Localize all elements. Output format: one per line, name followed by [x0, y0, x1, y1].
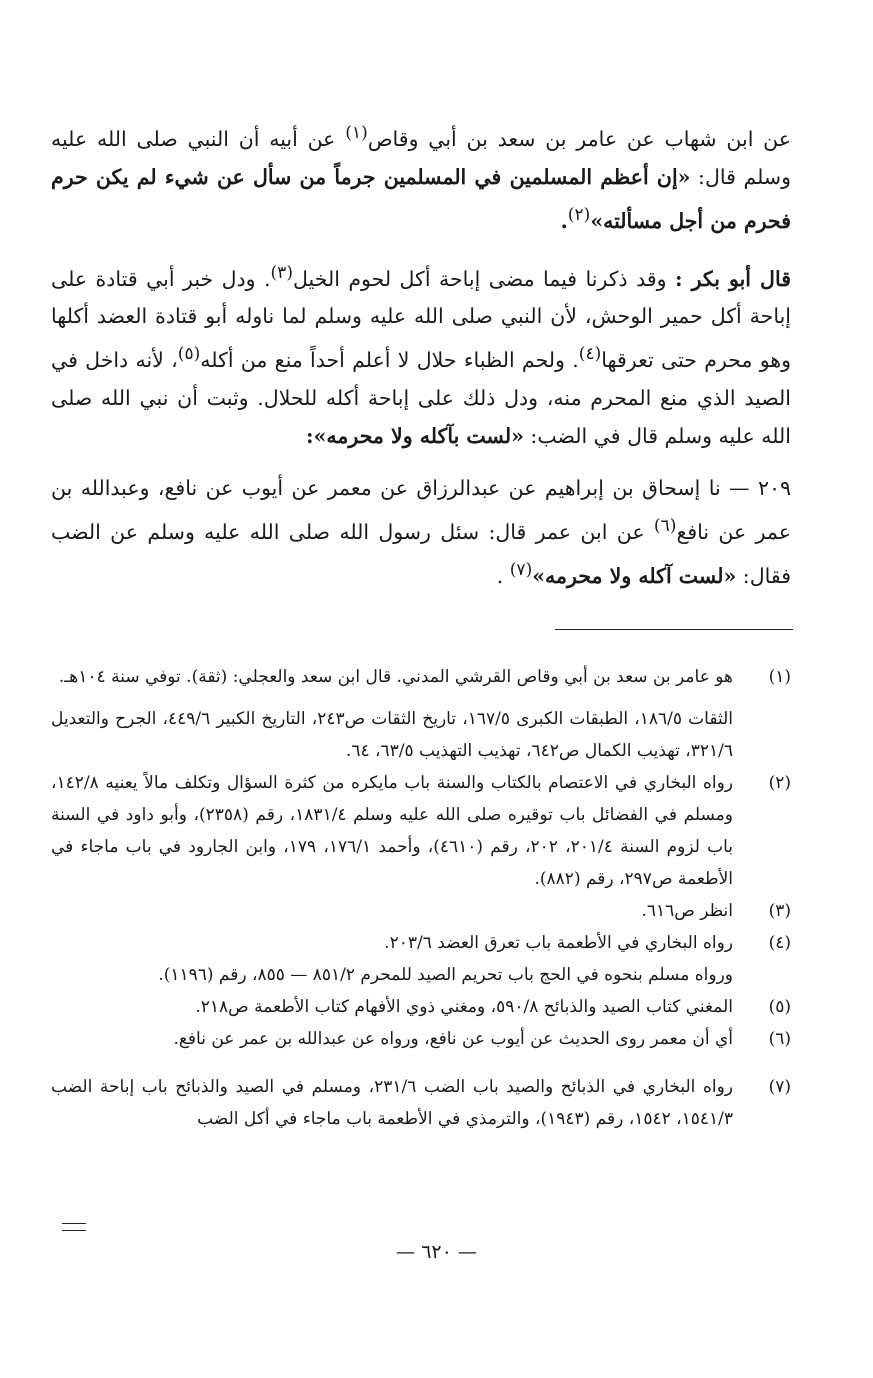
footnote-5 — [51, 991, 791, 1023]
footnote-1 — [51, 661, 791, 693]
footnote-ref-5: (٥) — [177, 344, 201, 365]
p2-text-b: . ودل خبر أبي قتادة على إباحة أكل حمير الوحش، لأن النبي صلى الله عليه وسلم لما ناوله أبو قتادة العضد أكلها وهو محرم حتى تعرقها — [51, 266, 792, 373]
footnote-text: رواه البخاري في الذبائح والصيد باب الضب ٢٣١/٦، ومسلم في الصيد والذبائح باب إباحة الضب ١٥٤١/٣، ١٥٤٢، رقم (١٩٤٣)، والترمذي في الأطعمة باب ماجاء في أكل الضب — [51, 1077, 733, 1129]
footnote-number: (١) — [768, 667, 791, 687]
footnotes — [51, 661, 791, 1135]
continuation-mark — [62, 1223, 86, 1231]
footnote-text: رواه البخاري في الأطعمة باب تعرق العضد ٢٠٣/٦. — [384, 933, 733, 953]
footnote-ref-4: (٤) — [578, 344, 602, 365]
footnote-4 — [51, 927, 791, 959]
paragraph-hadith-208 — [51, 114, 791, 240]
footnote-3 — [51, 895, 791, 927]
p2-quote: «لست بآكله ولا محرمه» — [313, 424, 524, 449]
p1-end: . — [560, 208, 568, 233]
footnote-number: (٧) — [768, 1077, 791, 1097]
footnote-number: (٣) — [768, 901, 791, 921]
paragraph-abu-bakr — [51, 254, 791, 456]
footnote-number: (٦) — [768, 1029, 791, 1049]
p3-end: . — [496, 563, 510, 588]
footnote-text: أي أن معمر روى الحديث عن أيوب عن نافع، ورواه عن عبدالله بن عمر عن نافع. — [173, 1029, 733, 1049]
p1-text-a: عن ابن شهاب عن عامر بن سعد بن أبي وقاص — [367, 126, 792, 151]
p3-text-b: عن ابن عمر قال: سئل رسول الله صلى الله عليه وسلم عن الضب فقال: — [51, 520, 791, 588]
footnote-ref-3: (٣) — [270, 262, 294, 283]
footnote-2 — [51, 767, 791, 895]
footnote-number: (٤) — [768, 933, 791, 953]
footnote-ref-2: (٢) — [567, 204, 591, 225]
footnote-7 — [51, 1071, 791, 1135]
footnote-ref-1: (١) — [345, 123, 368, 143]
main-text — [51, 114, 791, 595]
p1-text-b: عن أبيه أن النبي صلى الله عليه وسلم قال: — [51, 126, 791, 189]
p3-text-a: ٢٠٩ — نا إسحاق بن إبراهيم عن عبدالرزاق عن معمر عن أيوب عن نافع، وعبدالله بن عمر عن نافع — [51, 476, 791, 545]
footnote-number: (٥) — [768, 997, 791, 1017]
footnote-ref-7: (٧) — [509, 560, 533, 581]
footnote-text: هو عامر بن سعد بن أبي وقاص القرشي المدني. قال ابن سعد والعجلي: (ثقة). توفي سنة ١٠٤هـ. — [58, 667, 733, 687]
p1-quote: «إن أعظم المسلمين في المسلمين جرماً من سأل عن شيء لم يكن حرم فحرم من أجل مسألته» — [51, 164, 791, 233]
footnote-ref-6: (٦) — [653, 516, 677, 537]
footnote-text: المغني كتاب الصيد والذبائح ٥٩٠/٨، ومغني ذوي الأفهام كتاب الأطعمة ص٢١٨. — [195, 997, 733, 1017]
footnote-1-sources: الثقات ١٨٦/٥، الطبقات الكبرى ١٦٧/٥، تاريخ الثقات ص٢٤٣، التاريخ الكبير ٤٤٩/٦، الجرح والتعديل ٣٢١/٦، تهذيب الكمال ص٦٤٢، تهذيب التهذيب ٦٣/٥، ٦٤. — [51, 709, 733, 761]
paragraph-hadith-209 — [51, 469, 791, 595]
footnote-4-extra: ورواه مسلم بنحوه في الحج باب تحريم الصيد للمحرم ٨٥١/٢ — ٨٥٥، رقم (١١٩٦). — [158, 965, 733, 985]
page-number: — ٦٢٠ — — [396, 1241, 477, 1263]
footnote-6 — [51, 1023, 791, 1055]
p2-text-a: وقد ذكرنا فيما مضى إباحة أكل لحوم الخيل — [293, 266, 675, 291]
footnote-number: (٢) — [768, 773, 791, 793]
p2-text-d: ، لأنه داخل في الصيد الذي منع المحرم منه، ودل ذلك على إباحة أكله للحلال. وثبت أن نبي الله صلى الله عليه وسلم قال في الضب: — [51, 348, 791, 449]
p2-text-c: . ولحم الظباء حلال لا أعلم أحداً منع من أكله — [200, 348, 579, 373]
footnote-text: انظر ص٦١٦. — [641, 901, 733, 921]
footnote-text: رواه البخاري في الاعتصام بالكتاب والسنة باب مايكره من كثرة السؤال وتكلف مالاً يعنيه ١٤٢/٨، ومسلم في الفضائل باب توقيره صلى الله عليه وسلم ١٨٣١/٤، رقم (٢٣٥٨)، وأبو داود في السنة باب لزوم السنة ٢٠١/٤، ٢٠٢، رقم (٤٦١٠)، وأحمد ١٧٦/١، ١٧٩، وابن الجارود في باب ماجاء في الأطعمة ص٢٩٧، رقم (٨٨٢). — [51, 773, 734, 889]
p3-quote: «لست آكله ولا محرمه» — [532, 563, 737, 588]
p2-label: قال أبو بكر : — [674, 266, 791, 291]
p2-end: : — [306, 424, 314, 449]
footnote-separator — [555, 629, 793, 630]
